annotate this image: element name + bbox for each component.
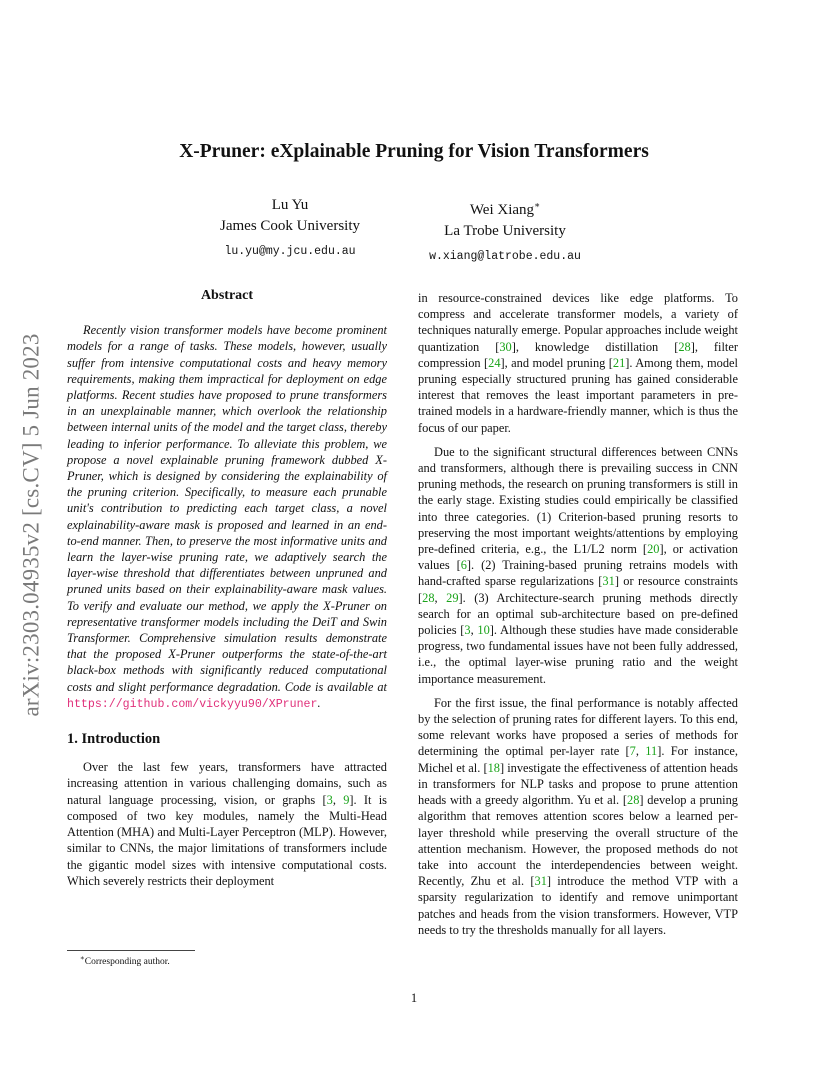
abstract-heading: Abstract — [200, 288, 254, 303]
author-name: Lu Yu — [271, 197, 309, 213]
text-run: , — [635, 744, 646, 759]
text-run: ] or resource constraints [ — [418, 574, 739, 605]
text-run: Over the last few years, transformers have attracted increasing attention in various challenging domains, such as natural language processing, vision, or graphs [ — [67, 760, 387, 807]
text-run: ]. (2) Training-based pruning retrains models with hand-crafted sparse regularizations [ — [418, 558, 738, 589]
citation[interactable]: 28 — [678, 339, 691, 354]
author-name: Wei Xiang — [469, 202, 535, 218]
citation[interactable]: 29 — [446, 590, 459, 605]
citation[interactable]: 3 — [326, 792, 333, 807]
abstract-end: . — [317, 695, 321, 710]
citation[interactable]: 10 — [477, 623, 490, 638]
paragraph — [418, 444, 738, 687]
author-block-2 — [415, 195, 595, 267]
page-number: 1 — [410, 991, 418, 1005]
text-run: ] introduce the method VTP with a sparsity regularization to identify and remove unimportant patches and heads from the vision transformers. However, VTP needs to try the thresholds manually for all layers. — [418, 874, 738, 937]
author-affiliation: La Trobe University — [444, 223, 566, 239]
arxiv-stamp — [12, 295, 52, 755]
footnote — [80, 954, 170, 967]
text-run: ]. (3) Architecture-search pruning methods directly search for an optimal sub-architecture based on pre-defined policies [ — [418, 590, 738, 638]
text-run: Due to the significant structural differences between CNNs and transformers, although there is prevailing success in CNN pruning methods, the research on pruning transformers is still in the early stage. Existing studies could empirically be classified into three categories. (1) Criterion-based pruning resorts to preserving the most important weights/attentions by employing pre-defined criteria, e.g., the L1/L2 norm [ — [418, 444, 738, 557]
text-run: , — [434, 590, 447, 605]
author-affiliation: James Cook University — [220, 218, 360, 234]
text-run: ], knowledge distillation [ — [511, 339, 679, 354]
text-run: ]. Among them, model pruning especially structured pruning has gained considerable interest that removes the least important parameters in pre-trained models in a hardware-friendly manner, which is thus the focus of our paper. — [418, 355, 738, 435]
citation[interactable]: 28 — [422, 590, 435, 605]
text-run: For the first issue, the final performance is notably affected by the selection of pruning rates for different layers. To this end, some relevant works have proposed a series of methods for determining the optimal per-layer rate [ — [418, 695, 738, 759]
corresponding-mark: ∗ — [534, 200, 541, 210]
citation[interactable]: 24 — [488, 355, 501, 370]
abstract-body: Recently vision transformer models have become prominent models for a range of tasks. These models, however, usually suffer from intensive computational costs and heavy memory requirements, making them impractical for deployment on edge platforms. Recent studies have proposed to prune transformers in an unexplainable manner, which overlook the relationship between internal units of the model and the target class, thereby leading to inferior performance. To alleviate this problem, we propose a novel explainable pruning framework dubbed X-Pruner, which is designed by considering the explainability of the pruning criterion. Specifically, to measure each prunable unit's contribution to predicting each target class, a novel explainability-aware mask is proposed and learned in an end-to-end manner. Then, to preserve the most informative units and learn the layer-wise pruning rate, we adaptively search the layer-wise threshold that differentiates between unpruned and pruned units based on their explainability-aware mask values. To verify and evaluate our method, we apply the X-Pruner on representative transformer models including the DeiT and Swin Transformer. Comprehensive simulation results demonstrate that the proposed X-Pruner outperforms the state-of-the-art black-box methods with significantly reduced computational costs and slight performance degradation. Code is available at — [67, 323, 387, 694]
citation[interactable]: 6 — [460, 558, 467, 573]
citation[interactable]: 31 — [602, 574, 615, 589]
text-run: ], filter compression [ — [418, 339, 738, 370]
text-run: ]. Although these studies have made considerable progress, two fundamental issues have not been fully addressed, i.e., the optimal layer-wise pruning ratio and the weight importance measurement. — [418, 623, 738, 686]
text-run: ]. It is composed of two key modules, namely the Multi-Head Attention (MHA) and Multi-Layer Perceptron (MLP). However, similar to CNNs, the major limitations of transformers include the gigantic model sizes with intensive computational costs. Which severely restricts their deployment — [67, 792, 387, 888]
citation[interactable]: 18 — [487, 760, 500, 775]
citation[interactable]: 28 — [627, 793, 640, 808]
paragraph — [418, 695, 738, 938]
paper-title: X-Pruner: eXplainable Pruning for Vision Transformers — [179, 141, 649, 162]
citation[interactable]: 11 — [645, 744, 658, 759]
citation[interactable]: 21 — [612, 355, 626, 370]
right-column — [418, 290, 738, 946]
author-block-1 — [205, 195, 375, 262]
text-run: ] develop a pruning algorithm that removes attention scores below a learned per-layer threshold while preserving the overall structure of the attention mechanism. However, the proposed methods do not take into account the interdependencies between weight. Recently, Zhu et al. [ — [418, 793, 738, 889]
left-column — [67, 288, 387, 897]
text-run: in resource-constrained devices like edge platforms. To compress and accelerate transformer models, a variety of techniques naturally emerge. Popular approaches include weight quantization [ — [418, 291, 738, 354]
text-run: ]. For instance, Michel et al. [ — [418, 744, 738, 775]
author-email[interactable]: w.xiang@latrobe.edu.au — [429, 250, 581, 263]
citation[interactable]: 31 — [534, 874, 547, 889]
citation[interactable]: 7 — [629, 744, 636, 759]
citation[interactable]: 30 — [499, 339, 512, 354]
citation[interactable]: 20 — [647, 542, 660, 557]
arxiv-stamp-text: arXiv:2303.04935v2 [cs.CV] 5 Jun 2023 — [19, 333, 45, 717]
footnote-text: Corresponding author. — [84, 957, 170, 968]
text-run: , — [332, 792, 344, 807]
footnote-rule — [67, 950, 195, 951]
abstract-text — [67, 322, 387, 713]
paragraph — [418, 290, 738, 436]
section-heading-introduction: 1. Introduction — [67, 731, 161, 748]
citation[interactable]: 9 — [343, 792, 350, 807]
paragraph — [67, 759, 387, 889]
author-email[interactable]: lu.yu@my.jcu.edu.au — [224, 245, 356, 258]
code-link[interactable]: https://github.com/vickyyu90/XPruner — [67, 697, 318, 711]
text-run: ], or activation values [ — [418, 542, 738, 573]
citation[interactable]: 3 — [464, 623, 471, 638]
text-run: ] investigate the effectiveness of attention heads in transformers for NLP tasks and propose to prune attention heads with a greedy algorithm. Yu et al. [ — [418, 760, 738, 808]
text-run: , — [470, 623, 478, 638]
footnote-mark: ∗ — [80, 954, 85, 962]
text-run: ], and model pruning [ — [500, 355, 613, 370]
